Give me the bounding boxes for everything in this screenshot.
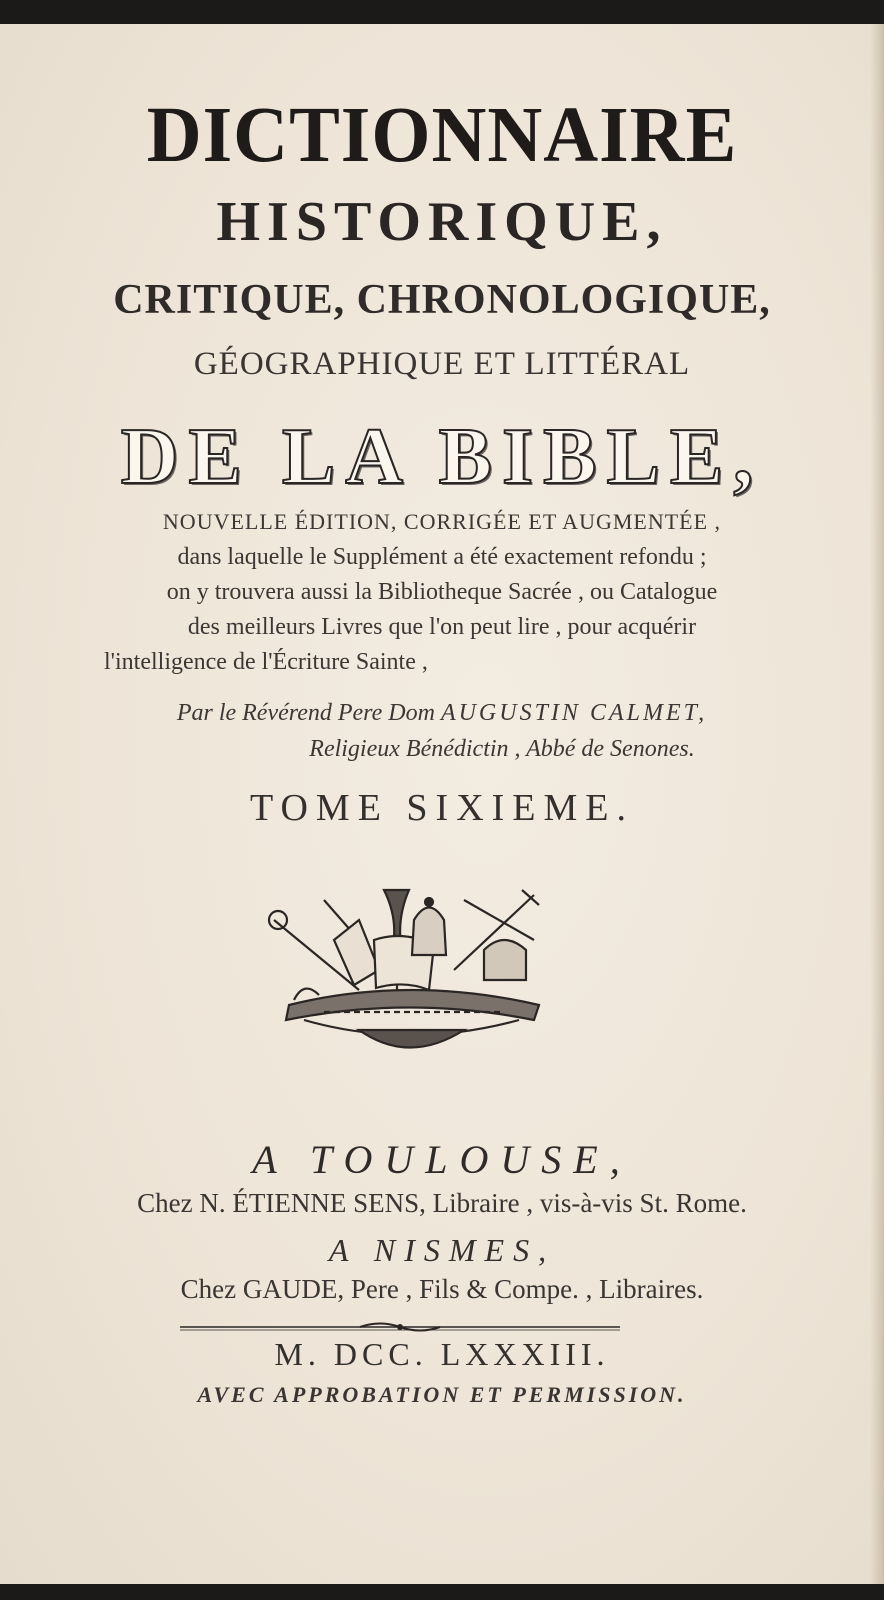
title-line-4: GÉOGRAPHIQUE ET LITTÉRAL: [193, 346, 691, 382]
imprint-approbation: AVEC APPROBATION ET PERMISSION.: [197, 1382, 687, 1407]
title-line-3: CRITIQUE, CHRONOLOGIQUE,: [113, 277, 771, 323]
title-line-5: DE LA BIBLE,: [120, 413, 764, 501]
description-line-4: des meilleurs Livres que l'on peut lire , pour acquérir: [187, 614, 697, 640]
title-page: [0, 24, 884, 1584]
imprint-year: M. DCC. LXXXIII.: [274, 1336, 610, 1372]
author-line-2: Religieux Bénédictin , Abbé de Senones.: [309, 736, 695, 762]
title-line-2: HISTORIQUE,: [216, 191, 668, 253]
author-name: AUGUSTIN CALMET,: [440, 700, 708, 726]
description-line-1: NOUVELLE ÉDITION, CORRIGÉE ET AUGMENTÉE ,: [162, 509, 722, 534]
imprint-city-2: A NISMES,: [328, 1232, 556, 1268]
volume-title: TOME SIXIEME.: [249, 787, 635, 829]
description-line-5: l'intelligence de l'Écriture Sainte ,: [104, 649, 428, 675]
ornamental-rule: [180, 1320, 620, 1334]
description-line-2: dans laquelle le Supplément a été exactement refondu ;: [177, 544, 707, 570]
author-line-1: [0, 700, 884, 727]
title-line-1: DICTIONNAIRE: [146, 90, 738, 180]
imprint-city-1: A TOULOUSE,: [252, 1137, 632, 1182]
author-prefix: Par le Révérend Pere Dom: [176, 700, 441, 726]
imprint-publisher-2: Chez GAUDE, Pere , Fils & Compe. , Libraires.: [180, 1274, 704, 1304]
description-line-3: on y trouvera aussi la Bibliotheque Sacrée , ou Catalogue: [166, 579, 718, 605]
imprint-publisher-1: Chez N. ÉTIENNE SENS, Libraire , vis-à-vis St. Rome.: [137, 1188, 747, 1218]
ornament-vignette-icon: [264, 880, 554, 1060]
